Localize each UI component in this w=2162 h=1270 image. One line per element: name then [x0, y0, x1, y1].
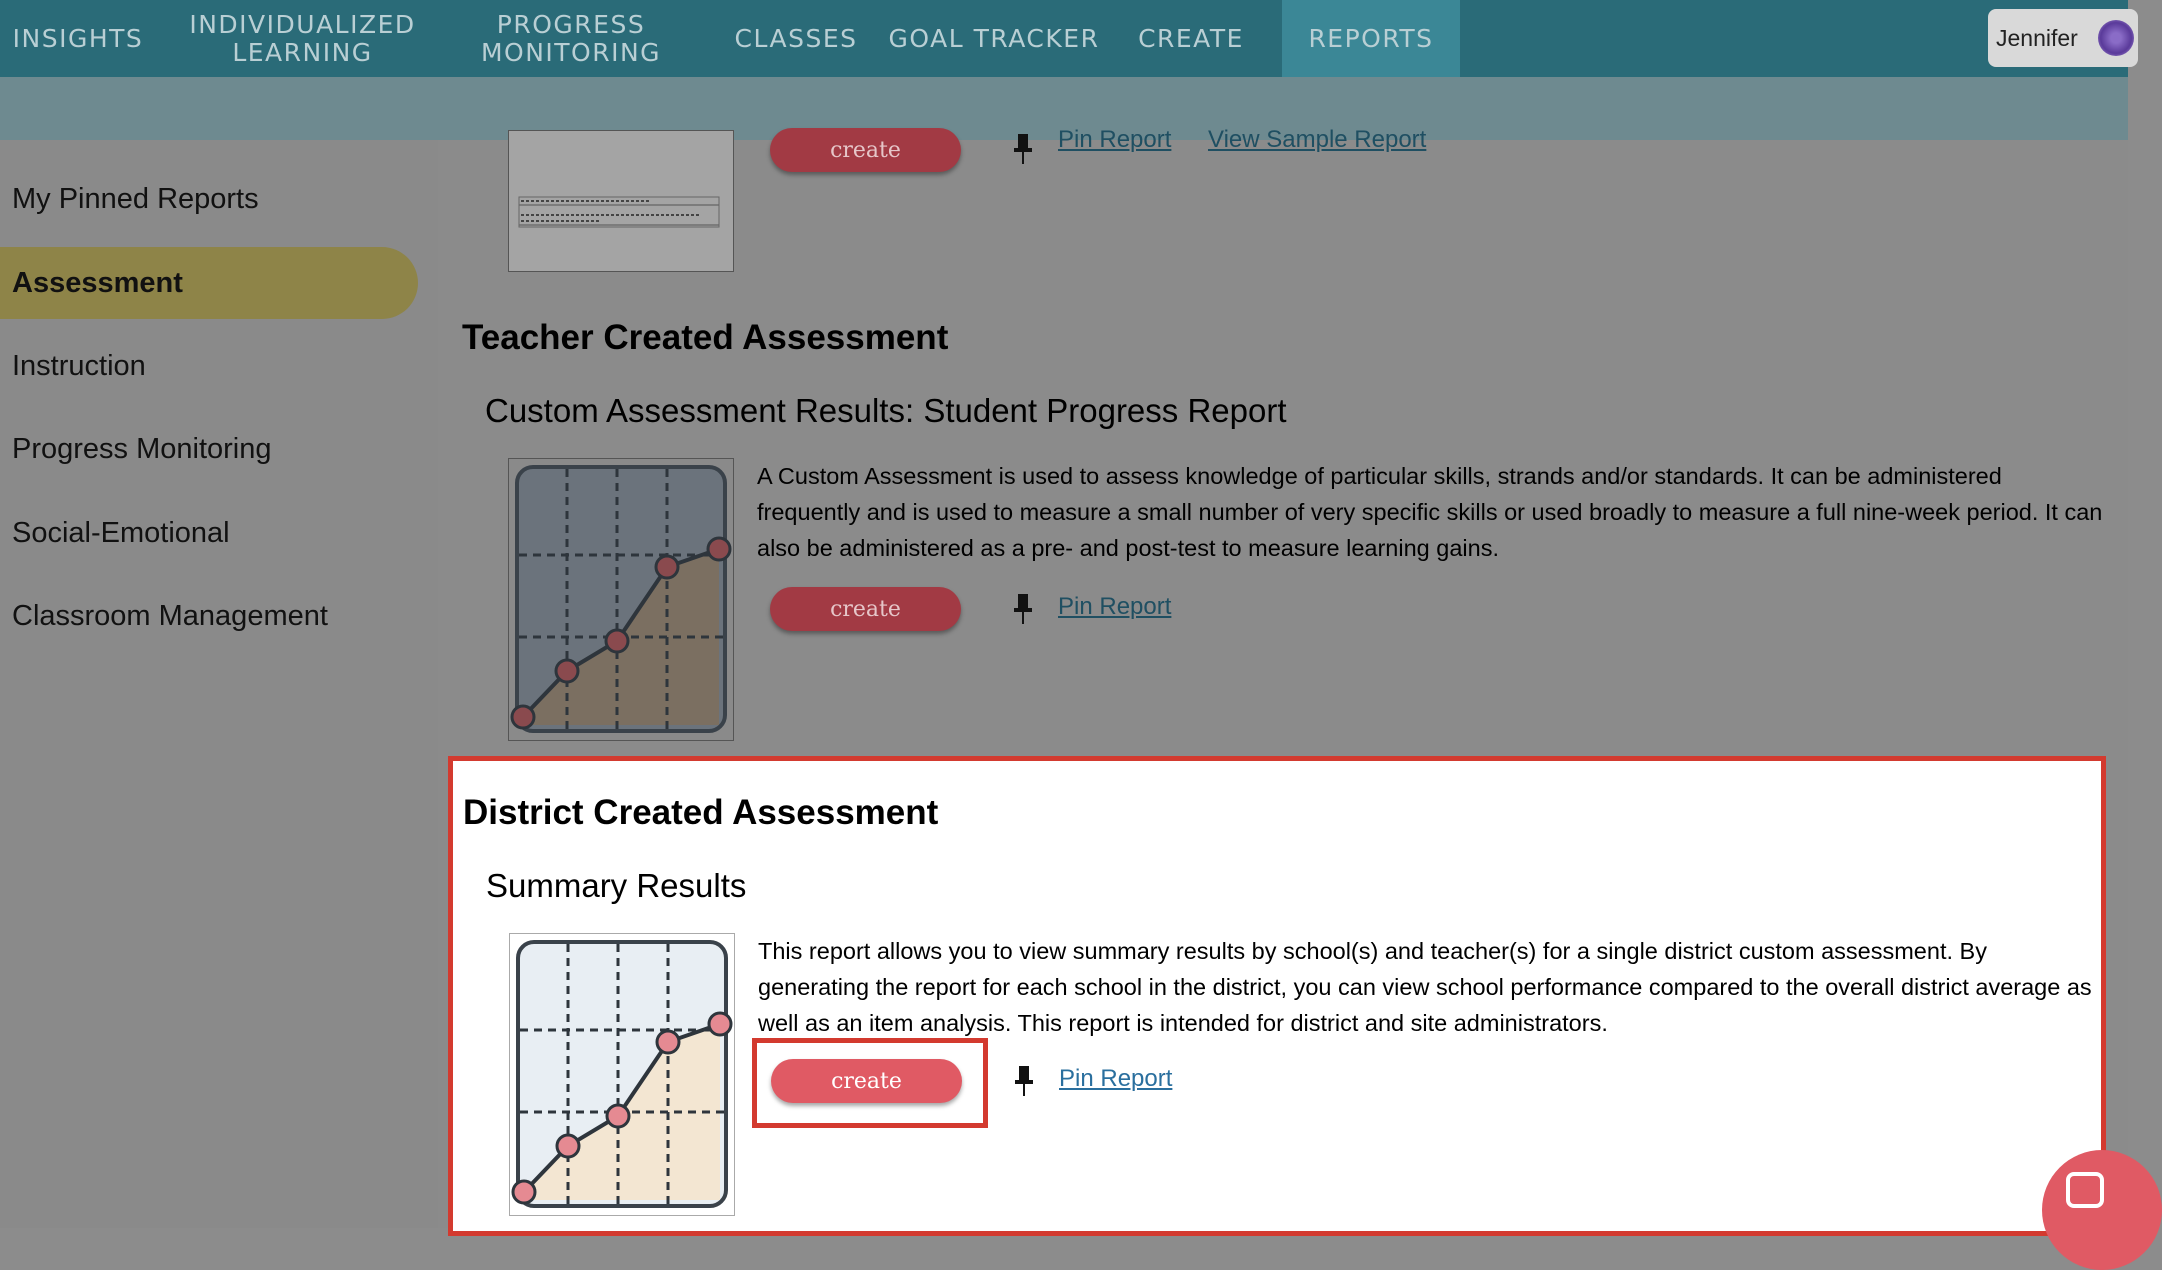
pin-report-link-summary-results[interactable]: Pin Report	[1059, 1065, 1173, 1092]
district-assessment-card	[448, 756, 2106, 1236]
report-description-summary-results: This report allows you to view summary results by school(s) and teacher(s) for a single district custom assessment. By generating the report for each school in the district, you can view school performance compared to the overall district average as well as an item analysis. This report is intended for district and site administrators.	[758, 938, 2092, 1036]
sidebar-item-progress-monitoring[interactable]: Progress Monitoring	[12, 433, 272, 465]
nav-create[interactable]: CREATE	[1138, 23, 1244, 53]
user-name: Jennifer	[1996, 24, 2078, 51]
chat-icon	[2066, 1172, 2104, 1208]
view-sample-report-link[interactable]: View Sample Report	[1208, 126, 1427, 153]
create-button-summary-results[interactable]: create	[771, 1059, 962, 1103]
sidebar-item-my-pinned-reports[interactable]: My Pinned Reports	[12, 183, 259, 215]
nav-reports[interactable]: REPORTS	[1282, 0, 1460, 77]
section-title-teacher: Teacher Created Assessment	[462, 318, 949, 357]
sidebar	[0, 140, 438, 1228]
nav-classes[interactable]: CLASSES	[734, 23, 858, 53]
chat-launcher[interactable]	[2042, 1150, 2162, 1270]
report-description-custom-assessment: A Custom Assessment is used to assess knowledge of particular skills, strands and/or standards. It can be administered frequently and is used to measure a small number of very specific skills or used broadly to measure a full nine-week period. It can also be administered as a pre- and post-test to measure learning gains.	[757, 463, 2103, 561]
report-title-custom-assessment: Custom Assessment Results: Student Progress Report	[485, 392, 1287, 429]
sidebar-item-assessment[interactable]: Assessment	[12, 267, 183, 299]
pin-report-link-partial[interactable]: Pin Report	[1058, 126, 1172, 153]
sidebar-item-instruction[interactable]: Instruction	[12, 350, 146, 382]
report-title-summary-results: Summary Results	[486, 867, 747, 904]
pin-icon	[1012, 134, 1034, 164]
chart-thumbnail	[509, 933, 735, 1216]
avatar[interactable]	[2098, 20, 2134, 56]
chart-thumbnail	[508, 458, 734, 741]
create-button-partial[interactable]: create	[770, 128, 961, 172]
nav-individualized-learning[interactable]: INDIVIDUALIZED LEARNING	[189, 9, 416, 67]
section-title-district: District Created Assessment	[463, 793, 939, 832]
nav-progress-monitoring[interactable]: PROGRESS MONITORING	[480, 9, 662, 67]
nav-insights[interactable]: INSIGHTS	[12, 23, 144, 53]
create-button-focus-highlight	[752, 1038, 988, 1128]
pin-icon	[1012, 594, 1034, 624]
top-navigation	[0, 0, 2128, 77]
create-button-custom-assessment[interactable]: create	[770, 587, 961, 631]
pin-icon	[1013, 1066, 1035, 1096]
pin-report-link-custom-assessment[interactable]: Pin Report	[1058, 593, 1172, 620]
report-thumbnail-partial	[508, 130, 734, 272]
sidebar-item-social-emotional[interactable]: Social-Emotional	[12, 517, 230, 549]
nav-goal-tracker[interactable]: GOAL TRACKER	[888, 23, 1100, 53]
sidebar-item-classroom-management[interactable]: Classroom Management	[12, 600, 328, 632]
